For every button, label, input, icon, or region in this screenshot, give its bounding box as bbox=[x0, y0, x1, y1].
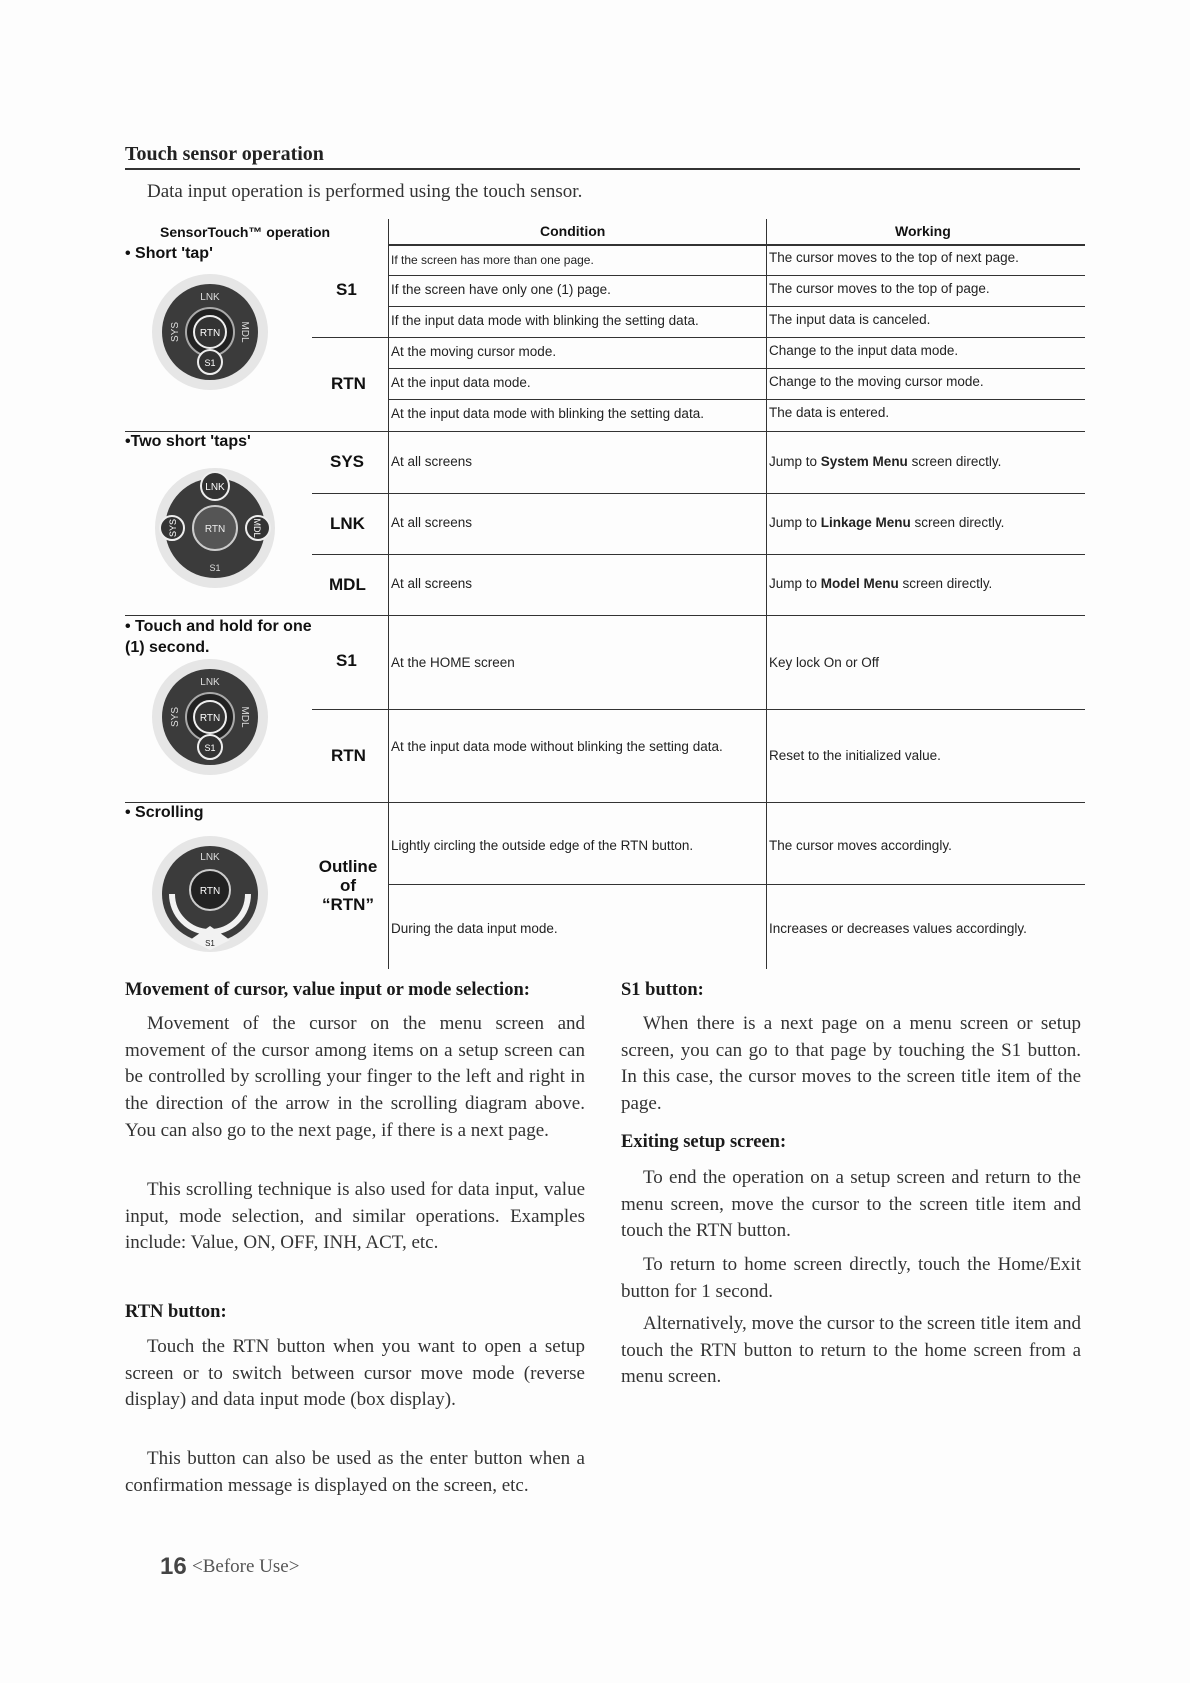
touch-dial-two-taps-icon bbox=[150, 458, 280, 593]
key-rtn: RTN bbox=[331, 374, 366, 393]
key-sys: SYS bbox=[330, 452, 365, 471]
svg-text:SYS: SYS bbox=[170, 706, 181, 728]
svg-text:LNK: LNK bbox=[200, 677, 220, 688]
key-s1: S1 bbox=[336, 280, 357, 299]
condition-cell: At all screens bbox=[391, 515, 473, 530]
svg-text:RTN: RTN bbox=[199, 713, 221, 724]
group-short-tap: • Short 'tap' bbox=[125, 245, 213, 262]
row-divider bbox=[388, 275, 1085, 276]
paragraph: Movement of the cursor on the menu screen and movement of the cursor among items on a setup screen can be controlled by scrolling your finger to the left and right in the direction of the arrow in the scrolling diagram above. You can also go to the next page, if there is a next page. bbox=[125, 1013, 585, 1141]
header-operation: SensorTouch™ operation bbox=[160, 224, 331, 240]
working-cell: Jump to Model Menu screen directly. bbox=[769, 576, 993, 591]
key-outline-rtn: Outline of “RTN” bbox=[318, 857, 378, 914]
svg-text:S1: S1 bbox=[209, 563, 221, 573]
condition-cell: If the screen have only one (1) page. bbox=[391, 282, 611, 297]
condition-cell: At the HOME screen bbox=[391, 655, 515, 670]
svg-text:RTN: RTN bbox=[199, 328, 221, 339]
paragraph: To end the operation on a setup screen and return to the menu screen, move the cursor to the screen title item and touch the RTN button. bbox=[621, 1167, 1081, 1242]
touch-dial-s1-icon bbox=[150, 270, 270, 400]
svg-text:MDL: MDL bbox=[252, 518, 262, 538]
row-divider bbox=[312, 709, 1085, 710]
working-cell: Key lock On or Off bbox=[769, 655, 880, 670]
working-cell: Jump to Linkage Menu screen directly. bbox=[769, 515, 1005, 530]
condition-cell: At the moving cursor mode. bbox=[391, 344, 557, 359]
svg-text:S1: S1 bbox=[204, 358, 216, 368]
heading-cursor-movement: Movement of cursor, value input or mode selection: bbox=[125, 980, 530, 1000]
working-cell: Change to the input data mode. bbox=[769, 343, 959, 358]
condition-cell: If the screen has more than one page. bbox=[391, 253, 594, 267]
row-divider bbox=[388, 884, 1085, 885]
paragraph: To return to home screen directly, touch the Home/Exit button for 1 second. bbox=[621, 1254, 1081, 1302]
svg-text:MDL: MDL bbox=[239, 706, 250, 728]
paragraph: When there is a next page on a menu screen or setup screen, you can go to that page by touching the S1 button. In this case, the cursor moves to the screen title item of the page. bbox=[621, 1013, 1081, 1115]
row-divider bbox=[388, 399, 1085, 400]
header-condition: Condition bbox=[540, 223, 606, 239]
header-working: Working bbox=[895, 223, 951, 239]
row-divider bbox=[312, 554, 1085, 555]
key-s1-hold: S1 bbox=[336, 651, 357, 670]
condition-cell: If the input data mode with blinking the setting data. bbox=[391, 313, 699, 328]
key-rtn-hold: RTN bbox=[331, 746, 366, 765]
working-cell: The cursor moves to the top of page. bbox=[769, 281, 990, 296]
touch-dial-scroll-icon bbox=[150, 832, 270, 962]
working-cell: Increases or decreases values accordingly. bbox=[769, 921, 1027, 936]
condition-cell: At the input data mode without blinking the setting data. bbox=[391, 739, 723, 754]
key-mdl: MDL bbox=[329, 575, 366, 594]
condition-cell: At all screens bbox=[391, 576, 473, 591]
working-cell: The cursor moves accordingly. bbox=[769, 838, 952, 853]
page-number: 16 bbox=[160, 1553, 187, 1580]
condition-cell: At the input data mode. bbox=[391, 375, 531, 390]
section-title: Touch sensor operation bbox=[125, 143, 324, 165]
working-cell: Jump to System Menu screen directly. bbox=[769, 454, 1002, 469]
svg-text:SYS: SYS bbox=[168, 518, 178, 538]
svg-text:RTN: RTN bbox=[204, 524, 226, 535]
group-scrolling: • Scrolling bbox=[125, 804, 204, 821]
condition-cell: At the input data mode with blinking the setting data. bbox=[391, 406, 704, 421]
touch-dial-hold-icon bbox=[150, 655, 270, 785]
group-divider bbox=[125, 431, 1085, 432]
working-cell: The cursor moves to the top of next page. bbox=[769, 250, 1019, 265]
svg-text:LNK: LNK bbox=[205, 482, 225, 493]
condition-cell: Lightly circling the outside edge of the RTN button. bbox=[391, 838, 694, 853]
svg-text:SYS: SYS bbox=[170, 321, 181, 343]
working-cell: The data is entered. bbox=[769, 405, 890, 420]
group-touch-hold: • Touch and hold for one (1) second. bbox=[125, 618, 312, 656]
heading-exiting-setup: Exiting setup screen: bbox=[621, 1132, 787, 1152]
svg-text:LNK: LNK bbox=[200, 852, 220, 863]
page-section: <Before Use> bbox=[192, 1556, 300, 1577]
svg-text:S1: S1 bbox=[204, 743, 216, 753]
row-divider bbox=[388, 306, 1085, 307]
svg-text:RTN: RTN bbox=[199, 886, 221, 897]
working-cell: Change to the moving cursor mode. bbox=[769, 374, 984, 389]
paragraph: This scrolling technique is also used for data input, value input, mode selection, and similar operations. Examples include: Value, ON, OFF, INH, ACT, etc. bbox=[125, 1179, 585, 1254]
column-divider bbox=[766, 219, 767, 969]
svg-text:LNK: LNK bbox=[200, 292, 220, 303]
header-rule bbox=[388, 244, 1085, 246]
condition-cell: During the data input mode. bbox=[391, 921, 558, 936]
column-divider bbox=[388, 219, 389, 969]
group-two-taps: •Two short 'taps' bbox=[125, 433, 251, 450]
heading-rtn-button: RTN button: bbox=[125, 1302, 227, 1322]
group-divider bbox=[125, 802, 1085, 803]
key-lnk: LNK bbox=[330, 514, 365, 533]
row-divider bbox=[312, 337, 1085, 338]
title-rule bbox=[125, 168, 1080, 170]
working-cell: Reset to the initialized value. bbox=[769, 748, 941, 763]
svg-text:MDL: MDL bbox=[239, 321, 250, 343]
working-cell: The input data is canceled. bbox=[769, 312, 931, 327]
row-divider bbox=[388, 368, 1085, 369]
paragraph: Alternatively, move the cursor to the screen title item and touch the RTN button to return to the home screen from a menu screen. bbox=[621, 1313, 1081, 1388]
paragraph: Touch the RTN button when you want to open a setup screen or to switch between cursor move mode (reverse display) and data input mode (box display). bbox=[125, 1336, 585, 1411]
row-divider bbox=[312, 493, 1085, 494]
condition-cell: At all screens bbox=[391, 454, 473, 469]
heading-s1-button: S1 button: bbox=[621, 980, 704, 1000]
paragraph: This button can also be used as the enter button when a confirmation message is displayed on the screen, etc. bbox=[125, 1448, 585, 1496]
section-intro: Data input operation is performed using the touch sensor. bbox=[147, 181, 583, 202]
svg-text:S1: S1 bbox=[205, 939, 215, 948]
